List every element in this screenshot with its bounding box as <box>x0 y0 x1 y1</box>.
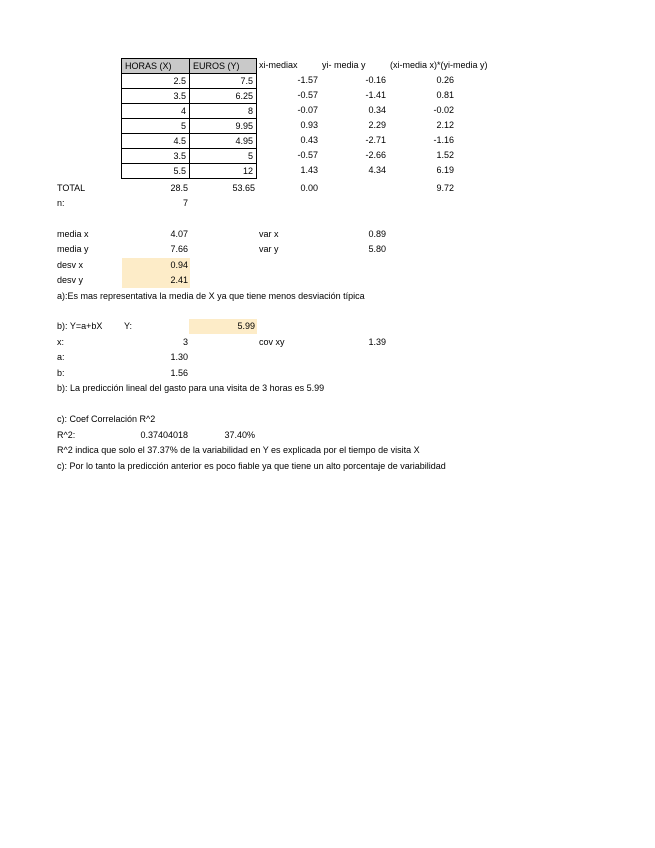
header-euros[interactable]: EUROS (Y) <box>189 58 257 74</box>
cell-prod-6[interactable]: 1.52 <box>436 150 454 160</box>
cell-horas-3[interactable]: 4 <box>121 103 190 119</box>
n-label[interactable]: n: <box>57 198 65 208</box>
correlation-note-1[interactable]: R^2 indica que solo el 37.37% de la variabilidad en Y es explicada por el tiempo de visita X <box>57 445 420 455</box>
desvy-label[interactable]: desv y <box>57 275 84 285</box>
cell-prod-1[interactable]: 0.26 <box>436 75 454 85</box>
b-value[interactable]: 1.56 <box>170 368 188 378</box>
cell-horas-2[interactable]: 3.5 <box>121 88 190 104</box>
cell-prod-4[interactable]: 2.12 <box>436 120 454 130</box>
cell-euros-1[interactable]: 7.5 <box>189 73 257 89</box>
r2-value[interactable]: 0.37404018 <box>140 430 188 440</box>
r2-label[interactable]: R^2: <box>57 430 76 440</box>
cell-xdev-5[interactable]: 0.43 <box>300 135 318 145</box>
answer-a[interactable]: a):Es mas representativa la media de X ya que tiene menos desviación típica <box>57 291 365 301</box>
cell-xdev-2[interactable]: -0.57 <box>297 90 318 100</box>
cell-ydev-5[interactable]: -2.71 <box>365 135 386 145</box>
n-value[interactable]: 7 <box>182 198 188 208</box>
y-label[interactable]: Y: <box>124 321 133 331</box>
cell-prod-5[interactable]: -1.16 <box>433 135 454 145</box>
vary-value[interactable]: 5.80 <box>368 244 386 254</box>
header-product[interactable]: (xi-media x)*(yi-media y) <box>390 60 488 70</box>
mediax-value[interactable]: 4.07 <box>170 229 188 239</box>
total-horas[interactable]: 28.5 <box>170 183 188 193</box>
header-horas[interactable]: HORAS (X) <box>121 58 190 74</box>
cell-euros-7[interactable]: 12 <box>189 163 257 179</box>
desvx-value[interactable]: 0.94 <box>122 258 190 273</box>
cell-euros-5[interactable]: 4.95 <box>189 133 257 149</box>
mediay-value[interactable]: 7.66 <box>170 244 188 254</box>
x-label[interactable]: x: <box>57 337 65 347</box>
cell-euros-3[interactable]: 8 <box>189 103 257 119</box>
desvx-label[interactable]: desv x <box>57 260 84 270</box>
total-prod[interactable]: 9.72 <box>436 183 454 193</box>
cell-euros-4[interactable]: 9.95 <box>189 118 257 134</box>
cell-xdev-7[interactable]: 1.43 <box>300 165 318 175</box>
cell-xdev-3[interactable]: -0.07 <box>297 105 318 115</box>
cell-xdev-1[interactable]: -1.57 <box>297 75 318 85</box>
correlation-title[interactable]: c): Coef Correlación R^2 <box>57 414 156 424</box>
regression-label[interactable]: b): Y=a+bX <box>57 321 103 331</box>
cell-xdev-4[interactable]: 0.93 <box>300 120 318 130</box>
a-value[interactable]: 1.30 <box>170 352 188 362</box>
r2-percent[interactable]: 37.40% <box>224 430 255 440</box>
mediax-label[interactable]: media x <box>57 229 89 239</box>
cell-horas-7[interactable]: 5.5 <box>121 163 190 179</box>
header-xi-mediax[interactable]: xi-mediax <box>259 60 298 70</box>
covxy-label[interactable]: cov xy <box>259 337 285 347</box>
varx-value[interactable]: 0.89 <box>368 229 386 239</box>
cell-ydev-3[interactable]: 0.34 <box>368 105 386 115</box>
cell-xdev-6[interactable]: -0.57 <box>297 150 318 160</box>
covxy-value[interactable]: 1.39 <box>368 337 386 347</box>
desvy-value[interactable]: 2.41 <box>122 273 190 288</box>
vary-label[interactable]: var y <box>259 244 279 254</box>
total-xdev[interactable]: 0.00 <box>300 183 318 193</box>
cell-euros-6[interactable]: 5 <box>189 148 257 164</box>
cell-ydev-2[interactable]: -1.41 <box>365 90 386 100</box>
varx-label[interactable]: var x <box>259 229 279 239</box>
correlation-note-2[interactable]: c): Por lo tanto la predicción anterior es poco fiable ya que tiene un alto porcentaje de variabilidad <box>57 461 446 471</box>
cell-ydev-4[interactable]: 2.29 <box>368 120 386 130</box>
b-label[interactable]: b: <box>57 368 65 378</box>
y-value[interactable]: 5.99 <box>189 319 257 334</box>
cell-horas-1[interactable]: 2.5 <box>121 73 190 89</box>
header-yi-mediay[interactable]: yi- media y <box>322 60 366 70</box>
cell-euros-2[interactable]: 6.25 <box>189 88 257 104</box>
cell-ydev-7[interactable]: 4.34 <box>368 165 386 175</box>
cell-horas-4[interactable]: 5 <box>121 118 190 134</box>
cell-ydev-6[interactable]: -2.66 <box>365 150 386 160</box>
a-label[interactable]: a: <box>57 352 65 362</box>
cell-prod-3[interactable]: -0.02 <box>433 105 454 115</box>
x-value[interactable]: 3 <box>182 337 188 347</box>
cell-prod-7[interactable]: 6.19 <box>436 165 454 175</box>
cell-prod-2[interactable]: 0.81 <box>436 90 454 100</box>
total-label[interactable]: TOTAL <box>57 183 86 193</box>
mediay-label[interactable]: media y <box>57 244 89 254</box>
total-euros[interactable]: 53.65 <box>232 183 255 193</box>
cell-ydev-1[interactable]: -0.16 <box>365 75 386 85</box>
cell-horas-6[interactable]: 3.5 <box>121 148 190 164</box>
answer-b[interactable]: b): La predicción lineal del gasto para una visita de 3 horas es 5.99 <box>57 383 325 393</box>
cell-horas-5[interactable]: 4.5 <box>121 133 190 149</box>
